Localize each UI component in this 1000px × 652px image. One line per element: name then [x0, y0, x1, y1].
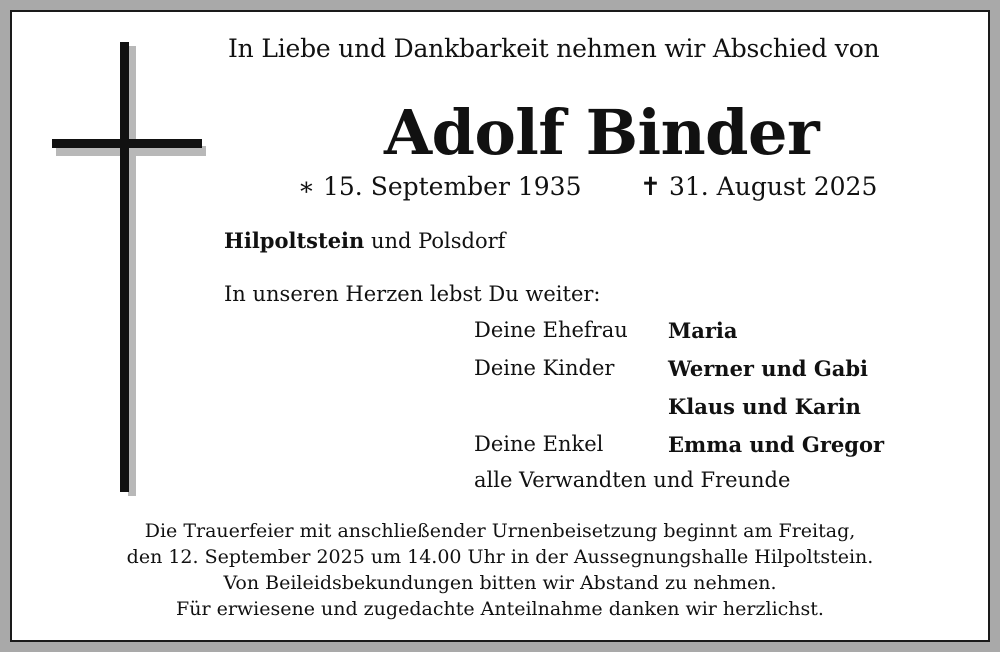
place-bold: Hilpoltstein: [224, 228, 365, 253]
relative-label: Deine Enkel: [474, 432, 604, 456]
footer-line: Die Trauerfeier mit anschließender Urnenbeisetzung beginnt am Freitag,: [144, 520, 856, 542]
birth-star-icon: ∗: [298, 172, 315, 201]
relative-label: Deine Kinder: [474, 356, 615, 380]
place-line: [224, 228, 505, 253]
death-cross-icon: ✝: [640, 172, 661, 201]
birth-date-line: [298, 172, 582, 201]
relative-label: Deine Ehefrau: [474, 318, 628, 342]
footer-line: den 12. September 2025 um 14.00 Uhr in der Aussegnungshalle Hilpoltstein.: [126, 546, 874, 568]
birth-date: 15. September 1935: [323, 172, 582, 201]
deceased-name: Adolf Binder: [384, 96, 820, 169]
death-date-line: [640, 172, 877, 201]
relative-name: Emma und Gregor: [668, 432, 885, 457]
relative-name: Maria: [668, 318, 738, 343]
footer-line: Von Beileidsbekundungen bitten wir Abstand zu nehmen.: [223, 572, 777, 594]
relative-label: alle Verwandten und Freunde: [474, 468, 791, 492]
footer-line: Für erwiesene und zugedachte Anteilnahme danken wir herzlichst.: [176, 598, 824, 620]
funeral-info: [10, 518, 990, 622]
hearts-line: In unseren Herzen lebst Du weiter:: [224, 282, 601, 306]
death-date: 31. August 2025: [668, 172, 878, 201]
relative-name: Klaus und Karin: [668, 394, 861, 419]
relative-name: Werner und Gabi: [668, 356, 869, 381]
intro-text: In Liebe und Dankbarkeit nehmen wir Abschied von: [228, 34, 880, 63]
place-rest: und Polsdorf: [364, 229, 506, 253]
